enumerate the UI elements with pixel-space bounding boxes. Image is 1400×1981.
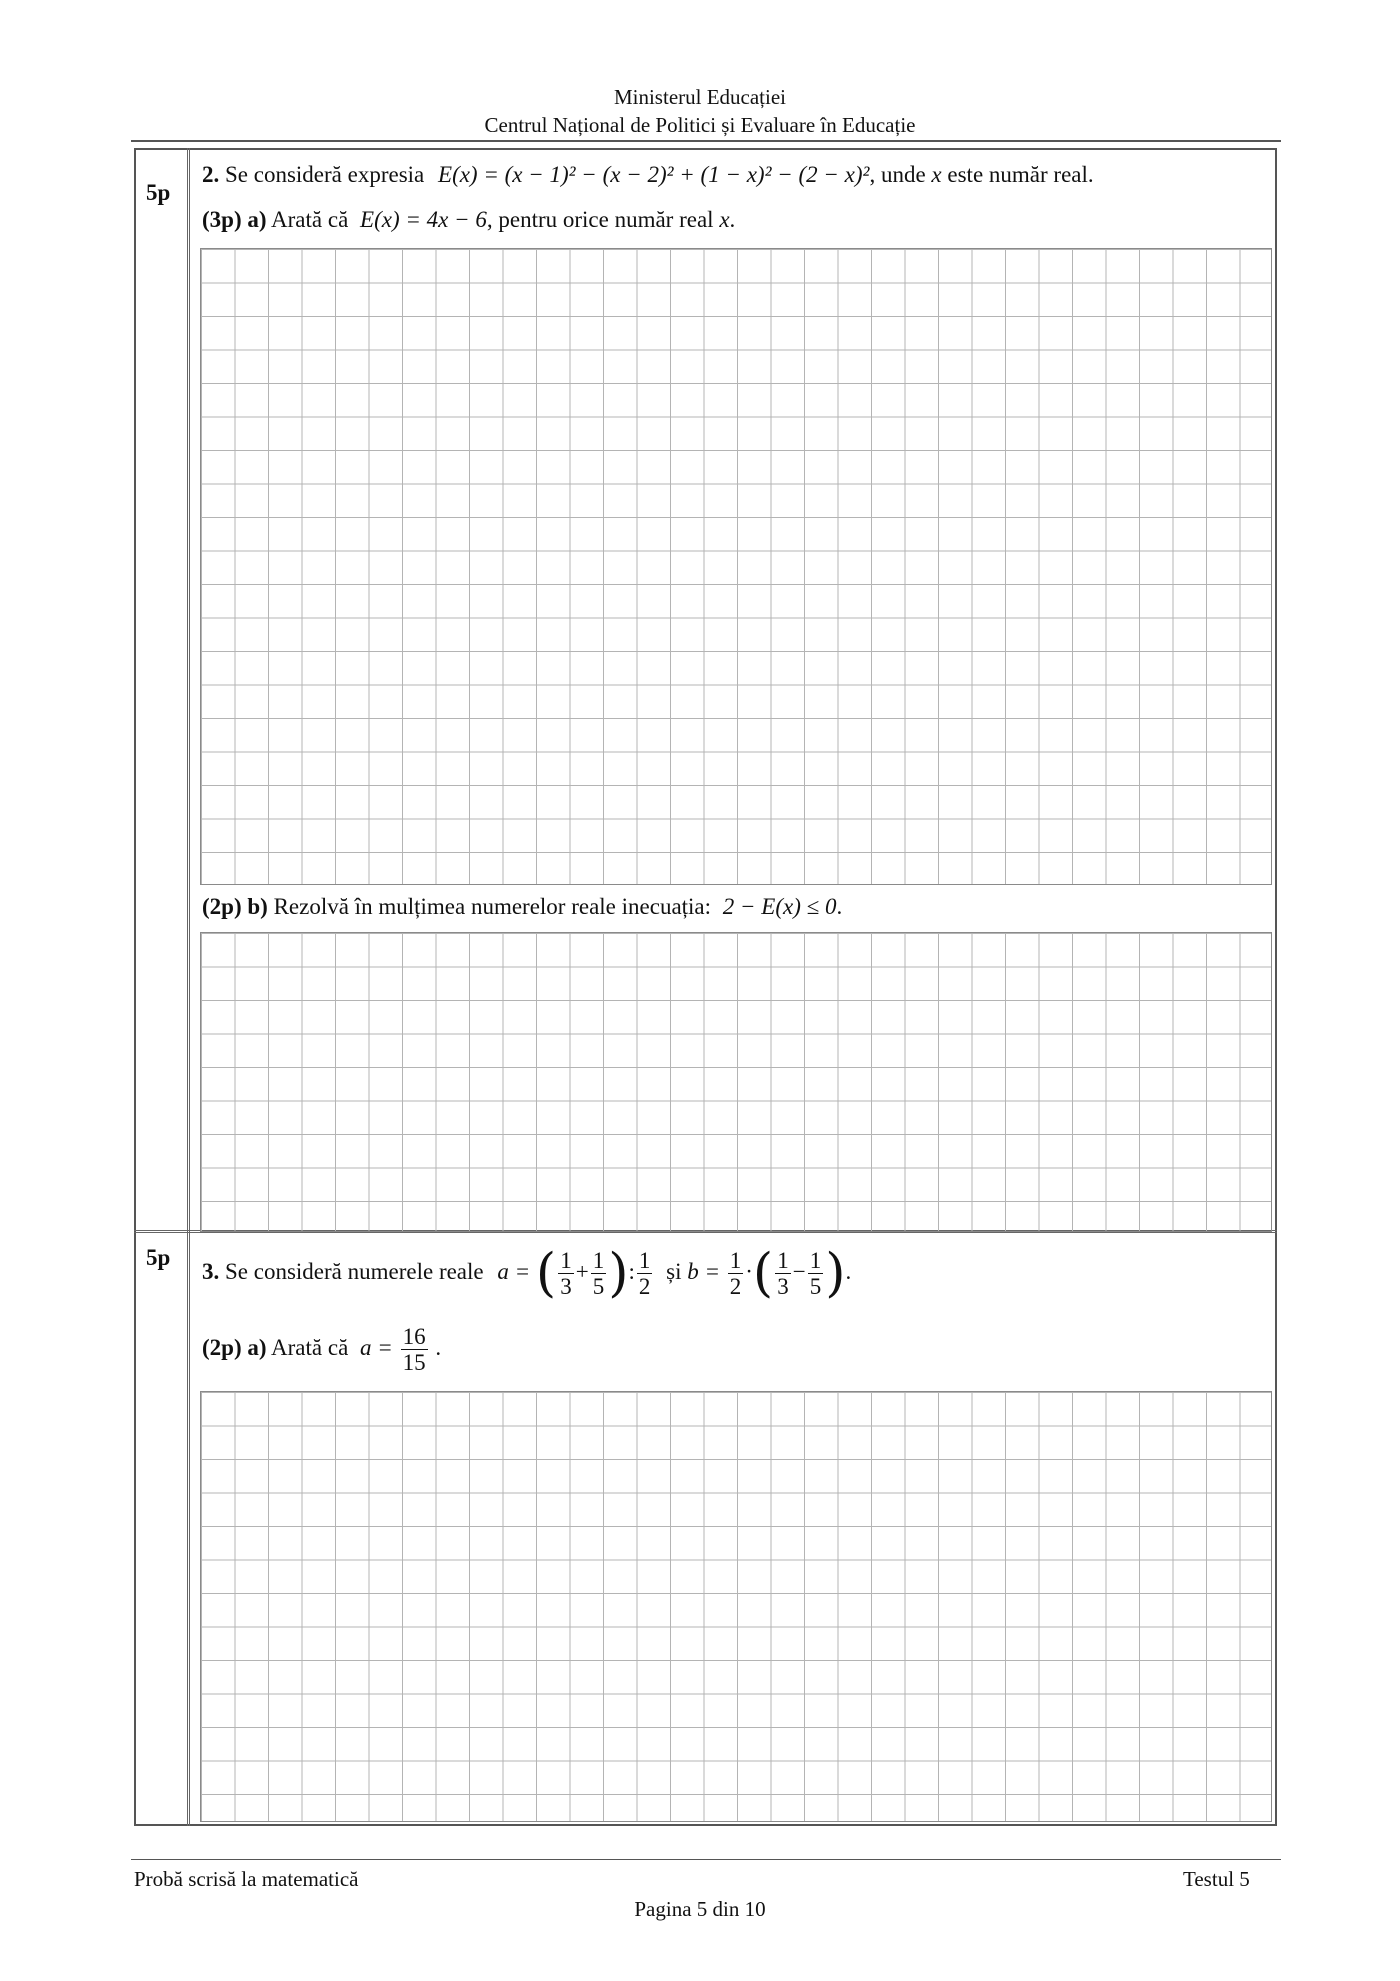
denominator: 15: [402, 1350, 426, 1376]
fraction: [775, 1248, 791, 1299]
problem2b-period: .: [836, 894, 843, 919]
fraction: [808, 1248, 824, 1299]
fraction: [728, 1248, 744, 1299]
problem2a-var: x: [719, 207, 730, 232]
denominator: 3: [560, 1274, 572, 1300]
fraction: [558, 1248, 574, 1299]
problem3-statement: [202, 1242, 851, 1304]
problem2-number: 2.: [202, 162, 220, 187]
plus-sign: +: [575, 1259, 589, 1284]
problem3-number: 3.: [202, 1259, 220, 1284]
problem2a-text: Arată că: [271, 207, 349, 232]
division-sign: :: [628, 1259, 635, 1284]
problem3a-letter: a): [247, 1335, 267, 1360]
problem3-b-lhs: b =: [687, 1259, 720, 1284]
problem2b-points: (2p): [202, 894, 242, 919]
numerator: 1: [592, 1248, 605, 1274]
problem2a-period: .: [729, 207, 736, 232]
problem2a-text-after: , pentru orice număr real: [486, 207, 714, 232]
numerator: 16: [402, 1324, 426, 1350]
answer-grid-2a[interactable]: [200, 248, 1272, 885]
problem2-intro: Se consideră expresia: [225, 162, 425, 187]
problem3a-lhs: a =: [360, 1335, 393, 1360]
denominator: 5: [809, 1274, 822, 1300]
problem3a-statement: [202, 1318, 441, 1378]
footer-left: Probă scrisă la matematică: [134, 1867, 359, 1891]
fraction: [401, 1324, 428, 1375]
problem3-points: 5p: [146, 1245, 171, 1270]
answer-grid-2b[interactable]: [200, 932, 1272, 1232]
problem2-expression: E(x) = (x − 1)² − (x − 2)² + (1 − x)² − (2 − x)²: [438, 162, 870, 187]
problem2-points: 5p: [146, 180, 171, 205]
fraction: [637, 1248, 653, 1299]
problem3a-points: (2p): [202, 1335, 242, 1360]
numerator: 1: [809, 1248, 822, 1274]
problem2-statement: [202, 160, 1094, 190]
points-column-divider: [187, 148, 190, 1826]
numerator: 1: [729, 1248, 742, 1274]
denominator: 3: [777, 1274, 789, 1300]
header-divider: [131, 140, 1281, 142]
problem2-var-x: x: [931, 162, 942, 187]
header-ministry: Ministerul Educației: [613, 85, 787, 109]
fraction: [591, 1248, 607, 1299]
minus-sign: −: [792, 1259, 806, 1284]
problem2b-statement: [202, 892, 842, 922]
paren-close-icon: ): [825, 1243, 846, 1304]
answer-grid-3a[interactable]: [200, 1391, 1272, 1822]
problem2a-formula: E(x) = 4x − 6: [360, 207, 487, 232]
numerator: 1: [560, 1248, 572, 1274]
footer-divider: [131, 1859, 1281, 1860]
problem3-a-lhs: a =: [497, 1259, 531, 1284]
problem3a-text: Arată că: [271, 1335, 349, 1360]
problem2-unde: , unde: [869, 162, 926, 187]
footer-right: Testul 5: [1183, 1867, 1250, 1891]
problem2a-points: (3p): [202, 207, 242, 232]
problem2a-statement: [202, 205, 735, 235]
problem3-period: .: [845, 1259, 852, 1284]
denominator: 2: [729, 1274, 742, 1300]
paren-open-icon: (: [752, 1243, 774, 1304]
denominator: 2: [638, 1274, 651, 1300]
paren-open-icon: (: [535, 1243, 557, 1304]
problem3a-period: .: [435, 1335, 442, 1360]
problem2-real: este număr real.: [947, 162, 1094, 187]
paren-close-icon: ): [608, 1243, 629, 1304]
header-center: Centrul Național de Politici și Evaluare în Educație: [484, 113, 916, 137]
problem3-intro: Se consideră numerele reale: [225, 1259, 484, 1284]
and-word: și: [666, 1259, 682, 1284]
problem2b-formula: 2 − E(x) ≤ 0: [722, 894, 837, 919]
problem2b-text: Rezolvă în mulțimea numerelor reale inecuația:: [273, 894, 712, 919]
problem2b-letter: b): [247, 894, 268, 919]
denominator: 5: [592, 1274, 605, 1300]
footer-page: Pagina 5 din 10: [634, 1897, 766, 1921]
numerator: 1: [638, 1248, 651, 1274]
numerator: 1: [777, 1248, 789, 1274]
problem2a-letter: a): [247, 207, 267, 232]
dot-sign: ·: [745, 1259, 753, 1284]
